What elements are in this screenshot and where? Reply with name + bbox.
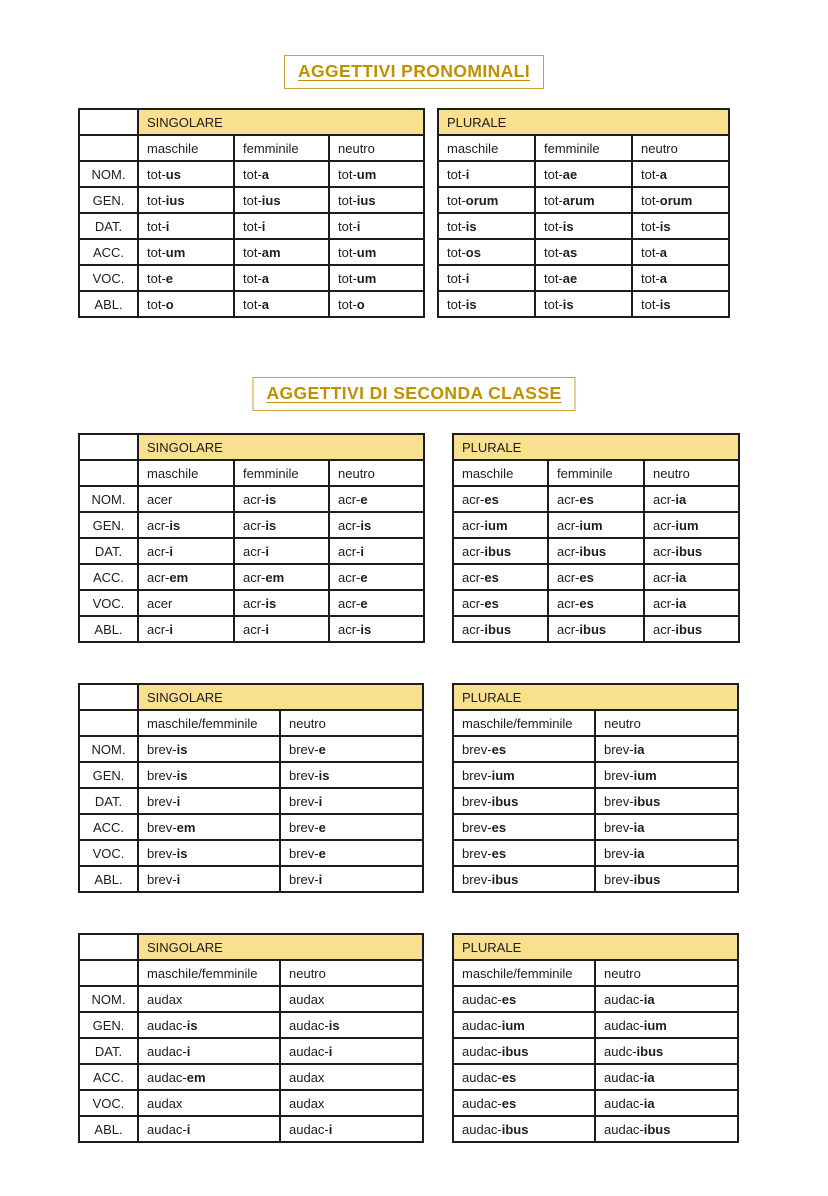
- table-row: [79, 538, 424, 564]
- column-header: neutro: [280, 960, 423, 986]
- scope-header: PLURALE: [453, 934, 738, 960]
- declension-cell: acr-ium: [644, 512, 739, 538]
- declension-cell: tot-ae: [535, 161, 632, 187]
- scope-header: SINGOLARE: [138, 434, 424, 460]
- declension-cell: audac-ia: [595, 1064, 738, 1090]
- declension-cell: audax: [280, 1064, 423, 1090]
- declension-cell: acr-i: [234, 616, 329, 642]
- table-row: [79, 512, 424, 538]
- corner-cell: [79, 460, 138, 486]
- declension-cell: acr-i: [138, 616, 234, 642]
- declension-table: [452, 683, 739, 893]
- case-label: ACC.: [79, 239, 138, 265]
- case-label: DAT.: [79, 788, 138, 814]
- declension-cell: brev-ibus: [453, 788, 595, 814]
- table-row: [438, 265, 729, 291]
- table-row: [453, 986, 738, 1012]
- column-header: maschile: [138, 460, 234, 486]
- declension-cell: audac-ibus: [595, 1116, 738, 1142]
- declension-cell: audac-ibus: [453, 1116, 595, 1142]
- title-text: AGGETTIVI PRONOMINALI: [297, 61, 531, 81]
- declension-cell: tot-i: [438, 265, 535, 291]
- declension-cell: acr-is: [138, 512, 234, 538]
- declension-cell: tot-as: [535, 239, 632, 265]
- declension-cell: audc-ibus: [595, 1038, 738, 1064]
- declension-table: [78, 683, 424, 893]
- declension-cell: tot-is: [535, 213, 632, 239]
- declension-cell: acr-es: [548, 564, 644, 590]
- table-row: [453, 616, 739, 642]
- declension-cell: brev-e: [280, 840, 423, 866]
- declension-cell: acr-es: [453, 564, 548, 590]
- declension-cell: audac-es: [453, 1064, 595, 1090]
- column-header: neutro: [644, 460, 739, 486]
- table-row: [453, 590, 739, 616]
- declension-cell: tot-a: [632, 161, 729, 187]
- table-brevis-plurale: [452, 683, 739, 893]
- column-header: neutro: [595, 960, 738, 986]
- declension-table: [452, 933, 739, 1143]
- declension-cell: brev-ibus: [595, 866, 738, 892]
- declension-cell: brev-ium: [453, 762, 595, 788]
- column-header: neutro: [329, 135, 424, 161]
- table-row: [79, 239, 424, 265]
- table-row: [453, 1012, 738, 1038]
- declension-cell: acr-i: [234, 538, 329, 564]
- declension-cell: brev-e: [280, 814, 423, 840]
- declension-cell: brev-is: [138, 840, 280, 866]
- corner-cell: [79, 710, 138, 736]
- table-row: [79, 762, 423, 788]
- case-label: NOM.: [79, 161, 138, 187]
- declension-cell: brev-i: [138, 866, 280, 892]
- table-row: [79, 1012, 423, 1038]
- case-label: DAT.: [79, 1038, 138, 1064]
- declension-cell: acr-ibus: [644, 616, 739, 642]
- declension-cell: audax: [280, 1090, 423, 1116]
- declension-cell: audac-ibus: [453, 1038, 595, 1064]
- declension-cell: acr-i: [138, 538, 234, 564]
- declension-cell: tot-i: [138, 213, 234, 239]
- declension-cell: tot-is: [535, 291, 632, 317]
- case-label: DAT.: [79, 213, 138, 239]
- corner-cell: [79, 934, 138, 960]
- declension-cell: tot-a: [234, 161, 329, 187]
- declension-cell: tot-ius: [329, 187, 424, 213]
- declension-cell: tot-a: [234, 291, 329, 317]
- declension-cell: brev-es: [453, 840, 595, 866]
- declension-cell: acr-es: [548, 590, 644, 616]
- declension-cell: brev-ia: [595, 736, 738, 762]
- table-row: [453, 1038, 738, 1064]
- table-row: [79, 840, 423, 866]
- column-header: maschile/femminile: [453, 710, 595, 736]
- column-header: femminile: [234, 135, 329, 161]
- declension-cell: audac-is: [280, 1012, 423, 1038]
- scope-header: PLURALE: [438, 109, 729, 135]
- declension-cell: audac-i: [138, 1038, 280, 1064]
- declension-cell: brev-em: [138, 814, 280, 840]
- case-label: ABL.: [79, 291, 138, 317]
- declension-cell: tot-orum: [438, 187, 535, 213]
- case-label: GEN.: [79, 762, 138, 788]
- table-row: [453, 486, 739, 512]
- declension-cell: brev-ibus: [453, 866, 595, 892]
- title-text: AGGETTIVI DI SECONDA CLASSE: [266, 383, 562, 403]
- table-row: [438, 213, 729, 239]
- table-row: [79, 291, 424, 317]
- declension-table: [78, 433, 425, 643]
- table-row: [79, 187, 424, 213]
- declension-cell: tot-ius: [234, 187, 329, 213]
- table-row: [438, 187, 729, 213]
- declension-cell: acr-is: [329, 616, 424, 642]
- declension-table: [78, 933, 424, 1143]
- table-row: [453, 564, 739, 590]
- declension-cell: brev-es: [453, 814, 595, 840]
- declension-cell: brev-ia: [595, 840, 738, 866]
- scope-header: PLURALE: [453, 434, 739, 460]
- column-header: maschile: [453, 460, 548, 486]
- declension-cell: tot-o: [138, 291, 234, 317]
- declension-cell: tot-is: [632, 291, 729, 317]
- case-label: ACC.: [79, 814, 138, 840]
- table-row: [79, 161, 424, 187]
- declension-cell: tot-orum: [632, 187, 729, 213]
- case-label: ABL.: [79, 866, 138, 892]
- declension-cell: tot-ae: [535, 265, 632, 291]
- case-label: VOC.: [79, 840, 138, 866]
- table-row: [79, 814, 423, 840]
- declension-cell: acr-ia: [644, 486, 739, 512]
- declension-cell: tot-um: [329, 161, 424, 187]
- table-row: [453, 840, 738, 866]
- column-header: maschile: [438, 135, 535, 161]
- declension-cell: tot-a: [632, 239, 729, 265]
- declension-cell: acr-em: [234, 564, 329, 590]
- declension-cell: audac-em: [138, 1064, 280, 1090]
- declension-cell: acer: [138, 486, 234, 512]
- declension-cell: tot-ius: [138, 187, 234, 213]
- table-row: [79, 866, 423, 892]
- scope-header: SINGOLARE: [138, 934, 423, 960]
- case-label: DAT.: [79, 538, 138, 564]
- declension-cell: acr-i: [329, 538, 424, 564]
- declension-cell: acr-e: [329, 564, 424, 590]
- declension-cell: brev-e: [280, 736, 423, 762]
- column-header: neutro: [632, 135, 729, 161]
- table-audax-plurale: [452, 933, 739, 1143]
- table-row: [79, 265, 424, 291]
- declension-cell: tot-arum: [535, 187, 632, 213]
- column-header: femminile: [535, 135, 632, 161]
- declension-cell: audax: [138, 1090, 280, 1116]
- declension-cell: acr-ia: [644, 590, 739, 616]
- declension-cell: tot-um: [329, 239, 424, 265]
- declension-cell: tot-i: [234, 213, 329, 239]
- table-row: [79, 1090, 423, 1116]
- corner-cell: [79, 960, 138, 986]
- case-label: VOC.: [79, 265, 138, 291]
- column-header: maschile: [138, 135, 234, 161]
- table-row: [453, 1116, 738, 1142]
- case-label: VOC.: [79, 1090, 138, 1116]
- declension-cell: tot-a: [234, 265, 329, 291]
- declension-cell: acr-es: [453, 486, 548, 512]
- declension-cell: brev-ibus: [595, 788, 738, 814]
- declension-cell: acr-is: [234, 486, 329, 512]
- table-row: [79, 213, 424, 239]
- table-row: [453, 814, 738, 840]
- table-row: [453, 512, 739, 538]
- column-header: femminile: [234, 460, 329, 486]
- scope-header: PLURALE: [453, 684, 738, 710]
- declension-cell: tot-is: [438, 213, 535, 239]
- declension-cell: acr-ibus: [453, 538, 548, 564]
- table-row: [453, 1090, 738, 1116]
- table-row: [453, 866, 738, 892]
- declension-cell: brev-is: [280, 762, 423, 788]
- declension-cell: audax: [280, 986, 423, 1012]
- column-header: neutro: [280, 710, 423, 736]
- declension-cell: brev-ia: [595, 814, 738, 840]
- declension-cell: acr-ibus: [548, 538, 644, 564]
- declension-cell: tot-i: [329, 213, 424, 239]
- case-label: GEN.: [79, 1012, 138, 1038]
- declension-cell: audac-is: [138, 1012, 280, 1038]
- declension-cell: acr-ium: [548, 512, 644, 538]
- table-tot-singolare: [78, 108, 425, 318]
- table-brevis-singolare: [78, 683, 424, 893]
- table-row: [79, 590, 424, 616]
- title-aggettivi-seconda-classe: [252, 377, 575, 411]
- scope-header: SINGOLARE: [138, 684, 423, 710]
- table-row: [79, 736, 423, 762]
- declension-cell: tot-i: [438, 161, 535, 187]
- table-row: [453, 788, 738, 814]
- table-row: [453, 538, 739, 564]
- table-row: [453, 762, 738, 788]
- declension-cell: audac-i: [280, 1038, 423, 1064]
- column-header: maschile/femminile: [453, 960, 595, 986]
- declension-cell: acr-e: [329, 486, 424, 512]
- table-row: [453, 736, 738, 762]
- corner-cell: [79, 109, 138, 135]
- table-row: [438, 291, 729, 317]
- declension-cell: tot-e: [138, 265, 234, 291]
- case-label: ACC.: [79, 564, 138, 590]
- declension-cell: brev-i: [280, 866, 423, 892]
- table-row: [79, 616, 424, 642]
- table-row: [453, 1064, 738, 1090]
- column-header: maschile/femminile: [138, 960, 280, 986]
- declension-cell: audac-ium: [595, 1012, 738, 1038]
- case-label: ABL.: [79, 1116, 138, 1142]
- table-row: [79, 1064, 423, 1090]
- table-acer-plurale: [452, 433, 740, 643]
- case-label: ABL.: [79, 616, 138, 642]
- case-label: ACC.: [79, 1064, 138, 1090]
- declension-cell: acr-es: [453, 590, 548, 616]
- column-header: neutro: [595, 710, 738, 736]
- declension-cell: tot-o: [329, 291, 424, 317]
- declension-cell: tot-is: [438, 291, 535, 317]
- table-row: [79, 1038, 423, 1064]
- corner-cell: [79, 684, 138, 710]
- declension-cell: acr-ibus: [644, 538, 739, 564]
- declension-cell: audac-ia: [595, 1090, 738, 1116]
- corner-cell: [79, 135, 138, 161]
- table-row: [79, 1116, 423, 1142]
- declension-cell: acr-is: [234, 512, 329, 538]
- scope-header: SINGOLARE: [138, 109, 424, 135]
- declension-cell: tot-is: [632, 213, 729, 239]
- declension-cell: brev-is: [138, 736, 280, 762]
- declension-cell: audax: [138, 986, 280, 1012]
- table-tot-plurale: [437, 108, 730, 318]
- column-header: neutro: [329, 460, 424, 486]
- declension-cell: tot-am: [234, 239, 329, 265]
- declension-cell: acer: [138, 590, 234, 616]
- declension-cell: brev-ium: [595, 762, 738, 788]
- declension-table: [452, 433, 740, 643]
- declension-cell: acr-em: [138, 564, 234, 590]
- case-label: NOM.: [79, 986, 138, 1012]
- declension-cell: acr-is: [234, 590, 329, 616]
- case-label: VOC.: [79, 590, 138, 616]
- column-header: femminile: [548, 460, 644, 486]
- declension-cell: tot-a: [632, 265, 729, 291]
- declension-cell: audac-es: [453, 986, 595, 1012]
- declension-cell: brev-i: [280, 788, 423, 814]
- table-row: [79, 564, 424, 590]
- case-label: NOM.: [79, 736, 138, 762]
- declension-cell: audac-i: [138, 1116, 280, 1142]
- declension-cell: acr-es: [548, 486, 644, 512]
- declension-cell: acr-ibus: [548, 616, 644, 642]
- table-audax-singolare: [78, 933, 424, 1143]
- case-label: GEN.: [79, 187, 138, 213]
- table-row: [438, 239, 729, 265]
- declension-cell: tot-os: [438, 239, 535, 265]
- declension-cell: audac-es: [453, 1090, 595, 1116]
- column-header: maschile/femminile: [138, 710, 280, 736]
- declension-cell: acr-is: [329, 512, 424, 538]
- declension-cell: brev-i: [138, 788, 280, 814]
- table-row: [79, 486, 424, 512]
- table-acer-singolare: [78, 433, 425, 643]
- table-row: [79, 986, 423, 1012]
- declension-cell: acr-ibus: [453, 616, 548, 642]
- corner-cell: [79, 434, 138, 460]
- declension-cell: tot-um: [329, 265, 424, 291]
- declension-cell: acr-e: [329, 590, 424, 616]
- declension-cell: acr-ium: [453, 512, 548, 538]
- declension-cell: tot-us: [138, 161, 234, 187]
- declension-cell: tot-um: [138, 239, 234, 265]
- case-label: GEN.: [79, 512, 138, 538]
- declension-cell: brev-es: [453, 736, 595, 762]
- table-row: [438, 161, 729, 187]
- table-row: [79, 788, 423, 814]
- case-label: NOM.: [79, 486, 138, 512]
- declension-table: [437, 108, 730, 318]
- title-aggettivi-pronominali: [284, 55, 544, 89]
- declension-cell: audac-i: [280, 1116, 423, 1142]
- declension-cell: audac-ia: [595, 986, 738, 1012]
- declension-cell: audac-ium: [453, 1012, 595, 1038]
- declension-cell: acr-ia: [644, 564, 739, 590]
- declension-table: [78, 108, 425, 318]
- declension-cell: brev-is: [138, 762, 280, 788]
